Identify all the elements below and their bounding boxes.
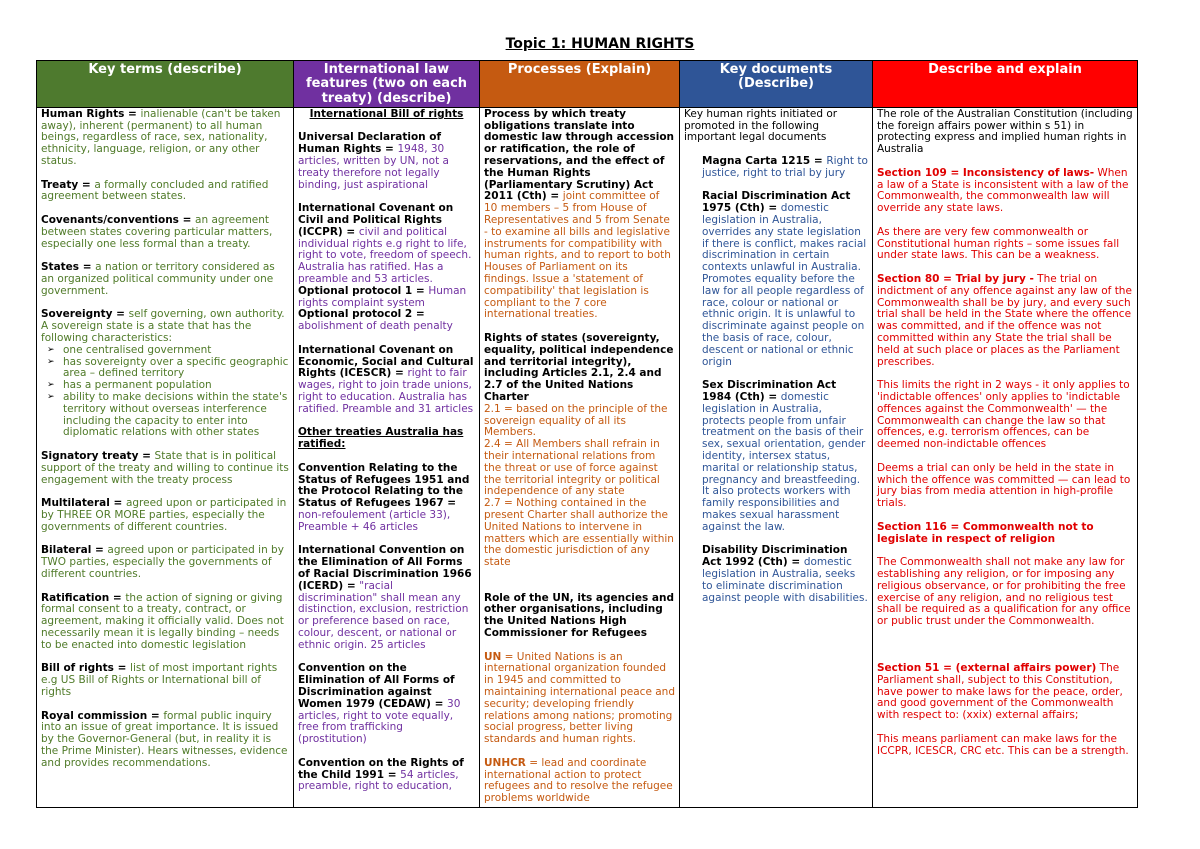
section-116-title: Section 116 = Commonwealth not to legislate in respect of religion — [877, 520, 1094, 545]
crc: Convention on the Rights of the Child 1991 = 54 articles, preamble, right to education, — [298, 756, 464, 793]
process-scrutiny: Process by which treaty obligations translate into domestic law through accession or ratification, the role of reservations, and the effect of the Human Rights (Parliamentary Scrutiny) Act 2011 (Cth) = joint committee of 10 members – 5 from House of Representatives and 5 from Senate - to examine all bills and legislative instruments for compatibility with human rights, and to report to both Houses of Parliament on its findings. Issue a 'statement of compatibility' that legislation is compliant to the 7 core international treaties. — [484, 107, 675, 321]
header-describe-explain: Describe and explain — [873, 61, 1138, 108]
term-bill-of-rights: Bill of rights = list of most important rights e.g US Bill of Rights or International bill of rights — [41, 662, 278, 698]
optional-protocol-2: Optional protocol 2 = abolishment of death penalty — [298, 308, 453, 333]
key-terms-cell — [37, 107, 294, 807]
header-key-terms: Key terms (describe) — [37, 61, 294, 108]
cedaw: Convention on the Elimination of All Forms of Discrimination against Women 1979 (CEDAW) = 30 articles, right to vote equally, free from trafficking (prostitution) — [298, 662, 461, 746]
section-80-note-2: Deems a trial can only be held in the state in which the offence was committed — can lead to jury bias from media attention in high-profile trials. — [877, 461, 1131, 510]
describe-explain-cell — [873, 107, 1138, 807]
section-116-text: The Commonwealth shall not make any law for establishing any religion, or for imposing any religious observance, or for prohibiting the free exercise of any religion, and no religious test shall be required as a qualification for any office or public trust under the Commonwealth. — [877, 556, 1131, 628]
content-row — [37, 107, 1138, 807]
racial-discrimination-act: Racial Discrimination Act 1975 (Cth) = domestic legislation in Australia, overrides any state legislation if there is conflict, makes racial discrimination in certain contexts unlawful in Australia. Promotes equality before the law for all people regardless of race, colour or national or ethnic origin. It is unlawful to discriminate against people on the basis of race, colour, descent or national or ethnic origin — [702, 190, 867, 368]
udhr: Universal Declaration of Human Rights = 1948, 30 articles, written by UN, not a treaty therefore not legally binding, just aspirational — [298, 131, 449, 191]
header-key-documents: Key documents (Describe) — [680, 61, 873, 108]
magna-carta: Magna Carta 1215 = Right to justice, right to trial by jury — [702, 155, 868, 179]
role-of-un-heading: Role of the UN, its agencies and other organisations, including the United Nations High Commissioner for Refugees — [484, 591, 674, 639]
term-ratification: Ratification = the action of signing or giving formal consent to a treaty, contract, or agreement, making it officially valid. Does not necessarily mean it is legally binding – needs to be enacted into domestic legislation — [41, 591, 284, 651]
rights-of-states-heading: Rights of states (sovereignty, equality, political independence and territorial integrity), including Articles 2.1, 2.4 and 2.7 of the United Nations Charter — [484, 332, 674, 404]
header-row — [37, 61, 1138, 108]
section-109-note: As there are very few commonwealth or Constitutional human rights – some issues fall under state laws. This can be a weakness. — [877, 225, 1120, 262]
page-title: Topic 1: HUMAN RIGHTS — [505, 36, 695, 52]
section-80: Section 80 = Trial by jury - The trial on indictment of any offence against any law of the Commonwealth shall be by jury, and every such trial shall be held in the State where the offence was committed, and if the offence was not committed within any State the trial shall be held at such place or places as the Parliament prescribes. — [877, 273, 1132, 368]
term-bilateral: Bilateral = agreed upon or participated in by TWO parties, especially the governments of different countries. — [41, 544, 284, 580]
list-item: ➢ one centralised government — [63, 345, 289, 357]
term-human-rights: Human Rights = inalienable (can't be taken away), inherent (permanent) to all human beings, regardless of race, sex, nationality, ethnicity, language, religion, or any other status. — [41, 107, 281, 168]
ibr-heading: International Bill of rights — [309, 107, 464, 120]
term-covenants: Covenants/conventions = an agreement between states covering particular matters, especially one less formal than a treaty. — [41, 214, 273, 250]
term-signatory: Signatory treaty = State that is in political support of the treaty and willing to continue its engagement with the treaty process — [41, 450, 289, 486]
unhcr-description: UNHCR = lead and coordinate international action to protect refugees and to resolve the refugee problems worldwide — [484, 756, 673, 805]
sex-discrimination-act: Sex Discrimination Act 1984 (Cth) = domestic legislation in Australia, protects people from unfair treatment on the basis of their sex, sexual orientation, gender identity, intersex status, marital or relationship status, pregnancy and breastfeeding. It also protects workers with family responsibilities and makes sexual harassment against the law. — [702, 379, 866, 533]
list-item: ➢ has a permanent population — [63, 380, 289, 392]
term-royal-commission: Royal commission = formal public inquiry into an issue of great importance. It is issued by the Governor-General (but, in reality it is the Prime Minister). Hears witnesses, evidence and provides recommendations. — [41, 709, 288, 769]
term-multilateral: Multilateral = agreed upon or participated in by THREE OR MORE parties, especially the governments of different countries. — [41, 497, 287, 533]
term-treaty: Treaty = a formally concluded and ratified agreement between states. — [41, 178, 269, 203]
refugee-convention: Convention Relating to the Status of Refugees 1951 and the Protocol Relating to the Status of Refugees 1967 = non-refoulement (article 33), Preamble + 46 articles — [298, 461, 470, 533]
header-processes: Processes (Explain) — [480, 61, 680, 108]
section-51-note: This means parliament can make laws for the ICCPR, ICESCR, CRC etc. This can be a strength. — [877, 732, 1129, 757]
constitution-intro: The role of the Australian Constitution (including the foreign affairs power within s 51) in protecting express and implied human rights in Australia — [877, 107, 1133, 156]
term-sovereignty: Sovereignty = self governing, own authority. A sovereign state is a state that has the following characteristics: — [41, 308, 285, 345]
icescr: International Covenant on Economic, Social and Cultural Rights (ICESCR) = right to fair wages, right to join trade unions, right to education. Australia has ratified. Preamble and 31 articles — [298, 343, 474, 415]
disability-discrimination-act: Disability Discrimination Act 1992 (Cth) = domestic legislation in Australia, seeks to eliminate discrimination against people with disabilities. — [702, 544, 868, 604]
section-109: Section 109 = Inconsistency of laws- When a law of a State is inconsistent with a law of the Commonwealth, the commonwealth law will override any state laws. — [877, 166, 1129, 215]
article-2-1: 2.1 = based on the principle of the sovereign equality of all its Members. — [484, 402, 668, 439]
list-item: ➢ ability to make decisions within the state's territory without overseas interference including the capacity to enter into diplomatic relations with other states — [63, 392, 289, 439]
other-treaties-heading: Other treaties Australia has ratified: — [298, 426, 464, 451]
article-2-4: 2.4 = All Members shall refrain in their international relations from the threat or use of force against the territorial integrity or political independence of any state — [484, 438, 660, 498]
documents-intro: Key human rights initiated or promoted in the following important legal documents — [684, 107, 838, 144]
section-80-note-1: This limits the right in 2 ways - it only applies to 'indictable offences' only applies to 'indictable offences against the Commonwealth' — the Commonwealth can change the law so that offences, e.g. terrorism offences, can be deemed non-indictable offences — [877, 379, 1130, 451]
iccpr: International Covenant on Civil and Political Rights (ICCPR) = civil and political individual rights e.g right to life, right to vote, freedom of speech. Australia has ratified. Has a preamble and 53 articles. — [298, 202, 472, 286]
optional-protocol-1: Optional protocol 1 = Human rights complaint system — [298, 284, 467, 309]
article-2-7: 2.7 = Nothing contained in the present Charter shall authorize the United Nations to intervene in matters which are essentially within the domestic jurisdiction of any state — [484, 497, 674, 569]
term-states: States = a nation or territory considered as an organized political community under one government. — [41, 261, 275, 297]
international-law-cell — [294, 107, 480, 807]
header-international-law: International law features (two on each treaty) (describe) — [294, 61, 480, 108]
un-description: UN = United Nations is an international organization founded in 1945 and committed to maintaining international peace and security; developing friendly relations among nations; promoting social progress, better living standards and human rights. — [484, 650, 675, 746]
icerd: International Convention on the Elimination of All Forms of Racial Discrimination 1966 (ICERD) = "racial discrimination" shall mean any distinction, exclusion, restriction or preference based on race, colour, descent, or national or ethnic origin. 25 articles — [298, 544, 472, 651]
processes-cell — [480, 107, 680, 807]
human-rights-table — [36, 60, 1138, 808]
sovereignty-list — [41, 345, 289, 439]
key-documents-cell — [680, 107, 873, 807]
section-51: Section 51 = (external affairs power) The Parliament shall, subject to this Constitution, have power to make laws for the peace, order, and good government of the Commonwealth with respect to: (xxix) external affairs; — [877, 661, 1123, 722]
list-item: ➢ has sovereignty over a specific geographic area – defined territory — [63, 357, 289, 381]
